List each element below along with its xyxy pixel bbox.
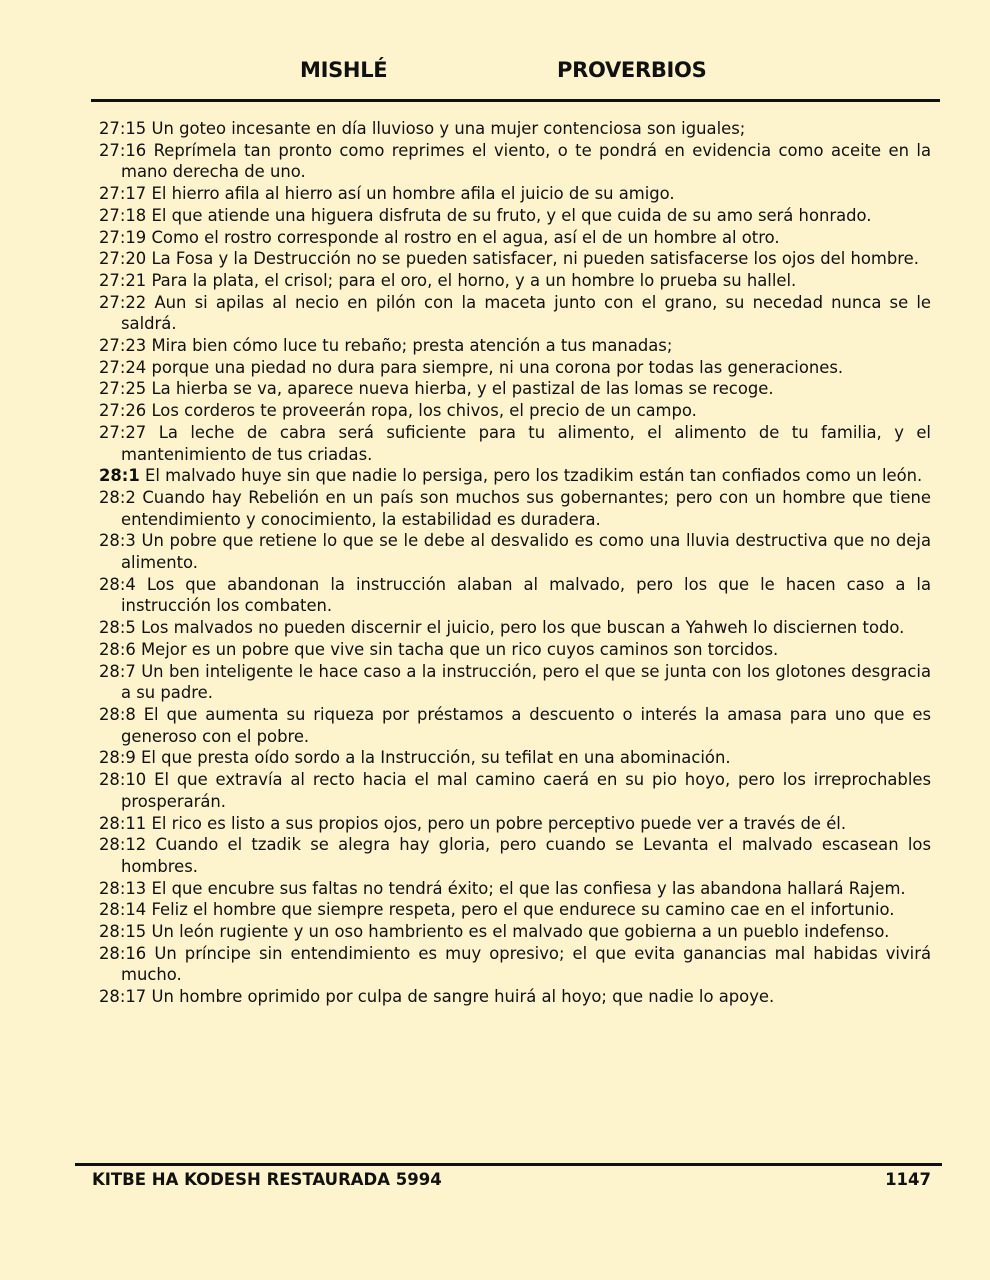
verse [99,118,931,140]
verse-reference: 27:23 [99,336,147,356]
verse-text: Un príncipe sin entendimiento es muy opresivo; el que evita ganancias mal habidas vivirá mucho. [121,943,931,985]
footer-divider [75,1163,942,1166]
page-header [0,58,990,92]
verse-reference: 28:6 [99,639,136,659]
verse-text: Los que abandonan la instrucción alaban al malvado, pero los que le hacen caso a la instrucción los combaten. [121,574,931,616]
verse [99,227,931,249]
verse [99,639,931,661]
verse-text: Como el rostro corresponde al rostro en el agua, así el de un hombre al otro. [151,227,780,247]
verse-reference: 27:18 [99,205,147,225]
verse [99,813,931,835]
verse [99,899,931,921]
verse-text: porque una piedad no dura para siempre, ni una corona por todas las generaciones. [151,357,844,377]
verse [99,422,931,465]
verse-reference: 27:21 [99,270,147,290]
verse-reference: 28:13 [99,878,147,898]
header-book-title-spanish: PROVERBIOS [557,58,707,82]
verse [99,248,931,270]
verse [99,747,931,769]
verse-reference: 27:15 [99,119,147,138]
verse [99,270,931,292]
page-footer [0,1170,990,1196]
verse-reference: 27:24 [99,357,147,377]
verse-text: Cuando el tzadik se alegra hay gloria, pero cuando se Levanta el malvado escasean los hombres. [121,835,931,876]
verse-text: El que encubre sus faltas no tendrá éxito; el que las confiesa y las abandona hallará Rajem. [151,878,906,898]
verse [99,378,931,400]
verse [99,140,931,183]
verse-text: El que atiende una higuera disfruta de su fruto, y el que cuida de su amo será honrado. [151,205,872,225]
verse-reference: 28:9 [99,748,136,768]
verse-reference: 27:17 [99,184,147,204]
verse-text: La hierba se va, aparece nueva hierba, y el pastizal de las lomas se recoge. [151,379,774,399]
verse-text: El que presta oído sordo a la Instrucción, su tefilat en una abominación. [141,748,731,768]
verse-text: Mejor es un pobre que vive sin tacha que un rico cuyos caminos son torcidos. [141,639,779,659]
verse-text: Los corderos te proveerán ropa, los chivos, el precio de un campo. [151,401,697,421]
verse [99,530,931,573]
verse-reference: 28:12 [99,835,147,855]
verse-text: Reprímela tan pronto como reprimes el viento, o te pondrá en evidencia como aceite en la mano derecha de uno. [121,140,931,182]
verse-text: Un pobre que retiene lo que se le debe al desvalido es como una lluvia destructiva que no deja alimento. [121,531,931,573]
page-number: 1147 [885,1170,931,1189]
verse [99,292,931,335]
verse-text: La Fosa y la Destrucción no se pueden satisfacer, ni pueden satisfacerse los ojos del hombre. [151,249,919,269]
verse-reference: 28:8 [99,704,136,724]
verse [99,205,931,227]
verse [99,574,931,617]
verse-text: El que aumenta su riqueza por préstamos a descuento o interés la amasa para uno que es generoso con el pobre. [121,704,931,746]
verse-list [99,118,931,1008]
verse-reference: 28:15 [99,922,147,942]
header-book-title-hebrew: MISHLÉ [300,58,388,82]
verse [99,661,931,704]
verse-text: Mira bien cómo luce tu rebaño; presta atención a tus manadas; [151,336,673,356]
verse-reference: 27:27 [99,422,147,442]
verse-text: Un goteo incesante en día lluvioso y una mujer contenciosa son iguales; [151,119,746,138]
verse-text: Un hombre oprimido por culpa de sangre huirá al hoyo; que nadie lo apoye. [151,987,775,1007]
verse-reference: 27:19 [99,227,147,247]
verse [99,400,931,422]
verse-reference: 28:11 [99,813,147,833]
verse [99,465,931,487]
verse-reference: 27:16 [99,140,147,160]
verse [99,878,931,900]
verse-text: El que extravía al recto hacia el mal camino caerá en su pio hoyo, pero los irreprochables prosperarán. [121,770,931,811]
verse-text: Aun si apilas al necio en pilón con la maceta junto con el grano, su necedad nunca se le saldrá. [121,292,931,334]
verse-reference: 28:4 [99,574,136,594]
verse-text: El malvado huye sin que nadie lo persiga, pero los tzadikim están tan confiados como un león. [145,466,923,486]
verse-text: Cuando hay Rebelión en un país son muchos sus gobernantes; pero con un hombre que tiene entendimiento y conocimiento, la estabilidad es duradera. [121,487,931,529]
verse-reference: 27:22 [99,292,147,312]
verse-reference: 28:3 [99,531,136,551]
verse-text: El hierro afila al hierro así un hombre afila el juicio de su amigo. [151,184,675,204]
verse-reference: 27:26 [99,401,147,421]
verse [99,357,931,379]
verse-reference: 28:5 [99,618,136,638]
verse-text: Un ben inteligente le hace caso a la instrucción, pero el que se junta con los glotones desgracia a su padre. [121,661,931,703]
verse [99,704,931,747]
verse-text: Para la plata, el crisol; para el oro, el horno, y a un hombre lo prueba su hallel. [151,270,797,290]
verse-text: Feliz el hombre que siempre respeta, pero el que endurece su camino cae en el infortunio. [151,900,895,920]
verse-reference: 28:17 [99,987,147,1007]
header-divider [91,99,940,102]
verse [99,834,931,877]
verse-text: La leche de cabra será suficiente para tu alimento, el alimento de tu familia, y el mantenimiento de tus criadas. [121,422,931,464]
verse-reference: 28:1 [99,466,140,486]
verse-text: El rico es listo a sus propios ojos, pero un pobre perceptivo puede ver a través de él. [151,813,847,833]
verse-reference: 28:7 [99,661,136,681]
verse [99,943,931,986]
verse-reference: 27:25 [99,379,147,399]
verse-reference: 28:10 [99,770,147,790]
verse-text: Un león rugiente y un oso hambriento es el malvado que gobierna a un pueblo indefenso. [151,922,890,942]
verse [99,183,931,205]
verse-reference: 28:2 [99,487,136,507]
verse-reference: 28:16 [99,943,147,963]
verse [99,617,931,639]
verse [99,335,931,357]
verse-reference: 28:14 [99,900,147,920]
verse [99,986,931,1008]
verse [99,769,931,812]
verse-text: Los malvados no pueden discernir el juicio, pero los que buscan a Yahweh lo disciernen todo. [141,618,905,638]
verse [99,487,931,530]
verse-reference: 27:20 [99,249,147,269]
verse [99,921,931,943]
footer-book-title: KITBE HA KODESH RESTAURADA 5994 [92,1170,442,1189]
